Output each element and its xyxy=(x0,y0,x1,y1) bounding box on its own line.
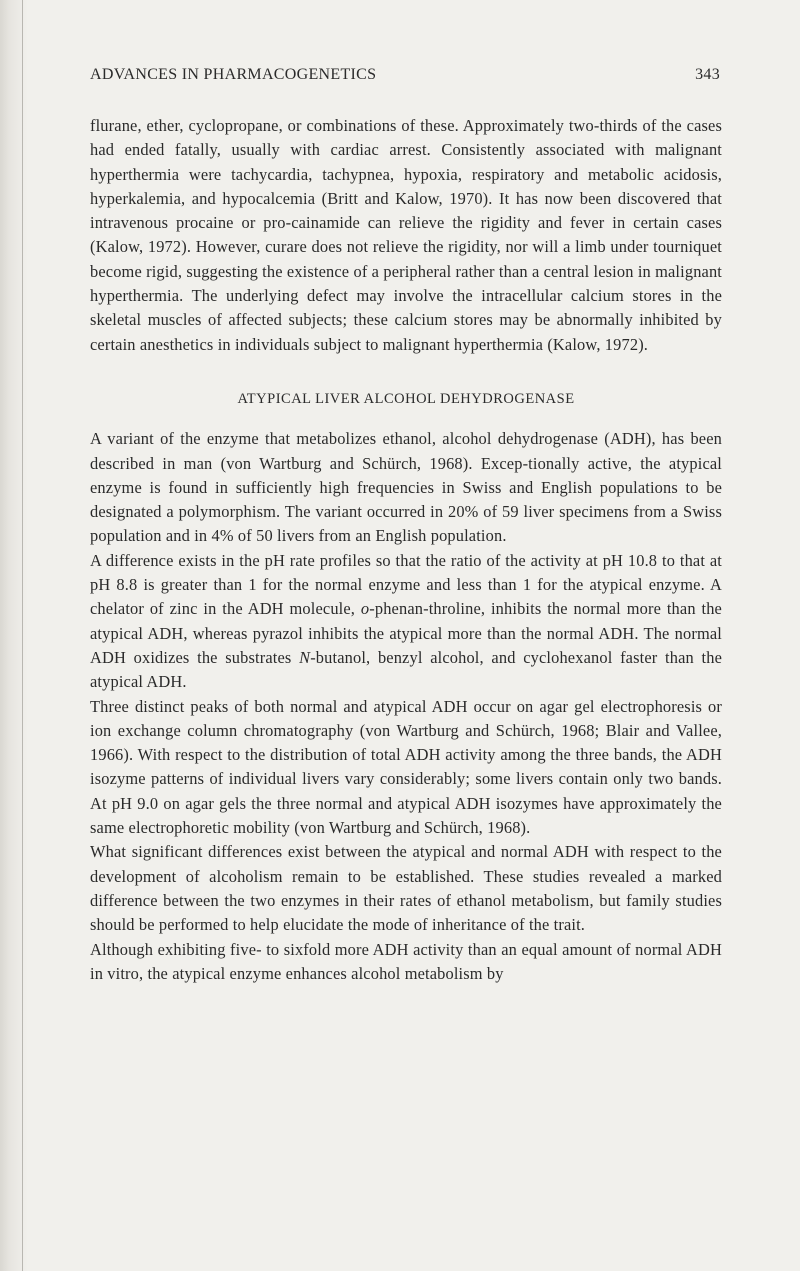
paragraph-alcoholism-differences: What significant differences exist between the atypical and normal ADH with respect to the development of alcoholism remain to be established. These studies revealed a marked difference between the two enzymes in their rates of ethanol metabolism, but family studies should be performed to help elucidate the mode of inheritance of the trait. xyxy=(90,842,722,935)
paragraph-ph-part-2: -phenan-throline, inhibits the normal more than the atypical ADH, whereas pyrazol inhibits the atypical more than the normal ADH. The normal ADH oxidizes the substrates xyxy=(90,599,722,667)
section-heading: ATYPICAL LIVER ALCOHOL DEHYDROGENASE xyxy=(237,390,575,407)
paragraph-ph-rate-profiles xyxy=(90,549,722,695)
paragraph-ph-part-3: -butanol, benzyl alcohol, and cyclohexanol faster than the atypical ADH. xyxy=(90,647,723,692)
page-binding-shadow xyxy=(0,0,28,1271)
paragraph-adh-activity: Although exhibiting five- to sixfold more ADH activity than an equal amount of normal ADH in vitro, the atypical enzyme enhances alcohol metabolism by xyxy=(90,939,722,983)
italic-n: N xyxy=(299,647,311,667)
page-body xyxy=(90,114,722,986)
paragraph-ph-part-1: A difference exists in the pH rate profiles so that the ratio of the activity at pH 10.8 to that at pH 8.8 is greater than 1 for the normal enzyme and less than 1 for the atypical enzyme. A chelator of zinc in the ADH molecule, xyxy=(90,550,722,619)
paragraph-malignant-hyperthermia: flurane, ether, cyclopropane, or combinations of these. Approximately two-thirds of the cases had ended fatally, usually with cardiac arrest. Consistently associated with malignant hyperthermia were tachycardia, tachypnea, hypoxia, respiratory and metabolic acidosis, hyperkalemia, and hypocalcemia (Britt and Kalow, 1970). It has now been discovered that intravenous procaine or pro-cainamide can relieve the rigidity and fever in certain cases (Kalow, 1972). However, curare does not relieve the rigidity, nor will a limb under tourniquet become rigid, suggesting the existence of a peripheral rather than a central lesion in malignant hyperthermia. The underlying defect may involve the intracellular calcium stores in the skeletal muscles of affected subjects; these calcium stores may be abnormally inhibited by certain anesthetics in individuals subject to malignant hyperthermia (Kalow, 1972). xyxy=(90,116,723,354)
running-head: ADVANCES IN PHARMACOGENETICS xyxy=(90,66,377,83)
italic-o: o xyxy=(360,599,370,619)
paragraph-isozyme-peaks: Three distinct peaks of both normal and atypical ADH occur on agar gel electrophoresis or ion exchange column chromatography (von Wartburg and Schürch, 1968; Blair and Vallee, 1966). With respect to the distribution of total ADH activity among the three bands, the ADH isozyme patterns of individual livers vary considerably; some livers contain only two bands. At pH 9.0 on agar gels the three normal and atypical ADH isozymes have approximately the same electrophoretic mobility (von Wartburg and Schürch, 1968). xyxy=(90,696,722,838)
paragraph-adh-variant: A variant of the enzyme that metabolizes ethanol, alcohol dehydrogenase (ADH), has been described in man (von Wartburg and Schürch, 1968). Excep-tionally active, the atypical enzyme is found in sufficiently high frequencies in Swiss and English populations to be designated a polymorphism. The variant occurred in 20% of 59 liver specimens from a Swiss population and in 4% of 50 livers from an English population. xyxy=(90,429,722,546)
page-number: 343 xyxy=(695,66,720,83)
page-binding-line xyxy=(22,0,23,1271)
